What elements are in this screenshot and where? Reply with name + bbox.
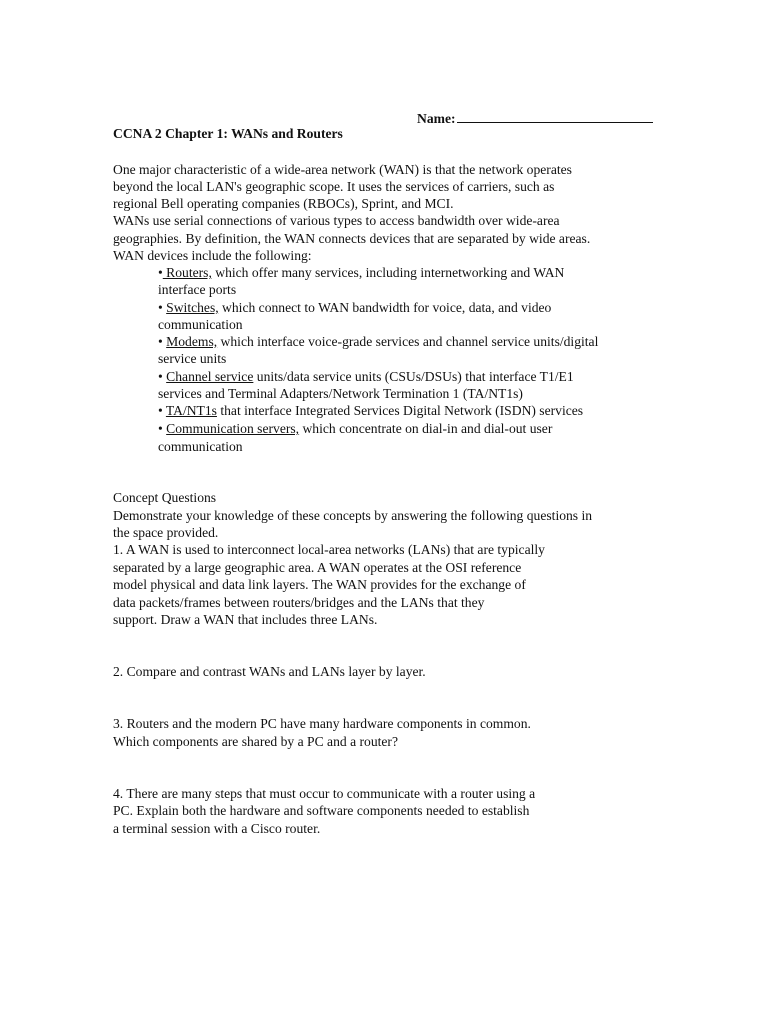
page-title: CCNA 2 Chapter 1: WANs and Routers	[113, 126, 343, 141]
list-item-text: which interface voice-grade services and channel service units/digital	[217, 334, 599, 349]
term-communication-servers: Communication servers,	[166, 421, 300, 436]
term-switches: Switches,	[166, 300, 219, 315]
list-item-channel-service	[158, 368, 574, 386]
term-modems: Modems,	[166, 334, 218, 349]
list-item-ta-nt1s	[158, 402, 583, 420]
bullet: •	[158, 369, 163, 384]
list-item-text: which offer many services, including internetworking and WAN	[211, 265, 565, 280]
list-item-modems	[158, 333, 598, 351]
question-3-line: 3. Routers and the modern PC have many hardware components in common.	[113, 716, 531, 731]
bullet: •	[158, 421, 163, 436]
question-4-line: 4. There are many steps that must occur to communicate with a router using a	[113, 786, 536, 801]
list-item-text: that interface Integrated Services Digital Network (ISDN) services	[216, 403, 584, 418]
name-field[interactable]	[417, 109, 653, 128]
bullet: •	[158, 334, 163, 349]
question-3-line: Which components are shared by a PC and a router?	[113, 734, 398, 749]
intro-line: geographies. By definition, the WAN connects devices that are separated by wide areas.	[113, 231, 591, 246]
term-channel-service: Channel service	[166, 369, 254, 384]
instructions-line: Demonstrate your knowledge of these concepts by answering the following questions in	[113, 508, 593, 523]
question-1-line: model physical and data link layers. The WAN provides for the exchange of	[113, 577, 526, 592]
list-item-text: which concentrate on dial-in and dial-out user	[299, 421, 553, 436]
question-2-line: 2. Compare and contrast WANs and LANs layer by layer.	[113, 664, 426, 679]
list-item-text: which connect to WAN bandwidth for voice, data, and video	[218, 300, 552, 315]
list-item-continuation: communication	[158, 317, 243, 332]
question-4-line: PC. Explain both the hardware and software components needed to establish	[113, 803, 530, 818]
list-item-continuation: service units	[158, 351, 227, 366]
question-1-line: separated by a large geographic area. A WAN operates at the OSI reference	[113, 560, 522, 575]
question-4-line: a terminal session with a Cisco router.	[113, 821, 321, 836]
intro-line: beyond the local LAN's geographic scope. It uses the services of carriers, such as	[113, 179, 555, 194]
list-item-continuation: services and Terminal Adapters/Network Termination 1 (TA/NT1s)	[158, 386, 523, 401]
name-label: Name:	[417, 111, 456, 126]
list-item-continuation: interface ports	[158, 282, 237, 297]
instructions-line: the space provided.	[113, 525, 219, 540]
question-1-line: 1. A WAN is used to interconnect local-area networks (LANs) that are typically	[113, 542, 545, 557]
term-ta-nt1s: TA/NT1s	[165, 403, 217, 418]
intro-line: One major characteristic of a wide-area network (WAN) is that the network operates	[113, 162, 572, 177]
bullet: •	[158, 300, 163, 315]
list-item-continuation: communication	[158, 439, 243, 454]
intro-line: WAN devices include the following:	[113, 248, 312, 263]
term-routers: Routers,	[162, 265, 212, 280]
intro-line: regional Bell operating companies (RBOCs), Sprint, and MCI.	[113, 196, 454, 211]
section-heading: Concept Questions	[113, 490, 217, 505]
list-item-switches	[158, 299, 551, 317]
list-item-communication-servers	[158, 420, 552, 438]
question-1-line: data packets/frames between routers/bridges and the LANs that they	[113, 595, 485, 610]
list-item-routers	[158, 264, 564, 282]
intro-line: WANs use serial connections of various types to access bandwidth over wide-area	[113, 213, 560, 228]
list-item-text: units/data service units (CSUs/DSUs) that interface T1/E1	[253, 369, 574, 384]
bullet: •	[158, 403, 163, 418]
bullet: •	[158, 265, 163, 280]
question-1-line: support. Draw a WAN that includes three LANs.	[113, 612, 378, 627]
name-blank-line[interactable]	[457, 109, 653, 123]
